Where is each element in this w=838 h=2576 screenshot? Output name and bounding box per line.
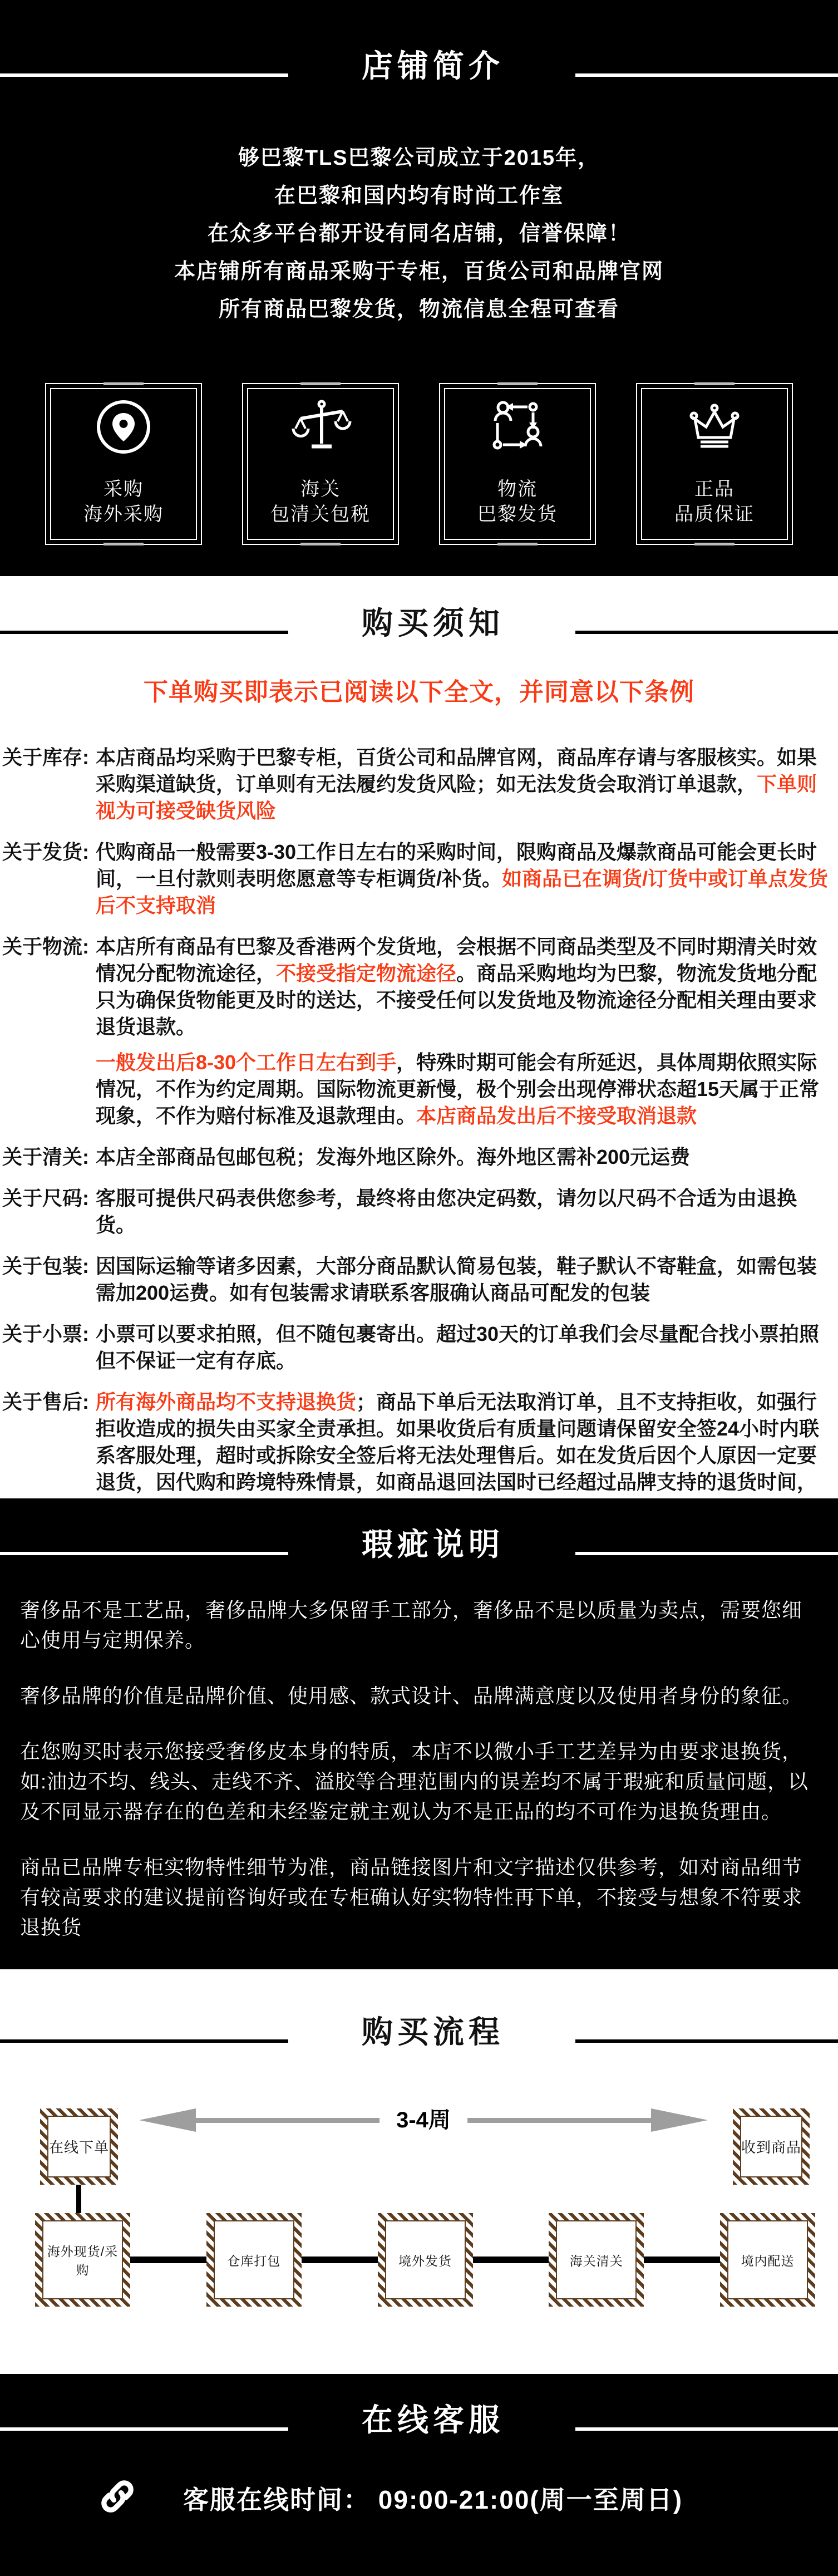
flow-horizontal-connector — [302, 2257, 378, 2263]
location-pin-icon — [95, 397, 152, 457]
notice-term — [2, 839, 834, 919]
term-text-highlight: 一般发出后8-30个工作日左右到手 — [96, 1051, 397, 1074]
title-rule-right — [575, 631, 838, 634]
page-title: 店铺简介 — [362, 48, 504, 83]
feature-badge — [439, 383, 596, 545]
term-body — [96, 1321, 834, 1374]
title-rule-right — [575, 2427, 838, 2431]
intro-line: 在众多平台都开设有同名店铺，信誉保障！ — [207, 222, 630, 245]
feature-badge — [45, 383, 202, 545]
defect-paragraph: 在您购买时表示您接受奢侈皮本身的特质，本店不以微小手工艺差异为由要求退换货，如:油边不均、线头、走线不齐、溢胶等合理范围内的误差均不属于瑕疵和质量问题，以及不同显示器存在的色差和未经鉴定就主观认为不是正品的均不可作为退换货理由。 — [20, 1740, 809, 1823]
section-title: 瑕疵说明 — [362, 1527, 504, 1562]
flow-bottom-row — [0, 2213, 838, 2307]
process-flow-diagram — [0, 2108, 838, 2313]
feature-title: 物流 — [497, 479, 538, 500]
feature-badge-frame — [247, 388, 394, 540]
intro-line: 所有商品巴黎发货，物流信息全程可查看 — [218, 298, 619, 321]
section-title: 购买须知 — [362, 606, 504, 641]
purchase-notice-section — [0, 576, 838, 1498]
term-label: 关于售后: — [2, 1390, 89, 1413]
title-rule-left — [0, 631, 288, 634]
intro-line: 在巴黎和国内均有时尚工作室 — [274, 184, 564, 208]
notice-terms-list — [0, 744, 838, 1549]
balance-scale-icon — [292, 397, 349, 457]
flow-step-label: 收到商品 — [740, 2116, 802, 2177]
feature-title: 海关 — [300, 479, 341, 500]
term-body — [96, 933, 834, 1129]
notice-term — [2, 1253, 834, 1306]
duration-label: 3-4周 — [379, 2106, 467, 2135]
crown-icon — [686, 397, 743, 457]
service-title-row — [0, 2394, 838, 2442]
term-label: 关于库存: — [2, 746, 89, 769]
term-text: ；商品下单后无法取消订单，且不支持拒收，如强行拒收造成的损失由买家全责承担。如果收货后有质量问题请保留安全签24小时内联系客服处理，超时或拆除安全签后将无法处理售后。如在发货后因个人原因一定要退货，因代购和跨境特殊情景，如商品退回法国时已经超过品牌支持的退货时间， — [96, 1390, 820, 1493]
term-paragraph — [96, 1253, 834, 1306]
title-rule-right — [575, 2039, 838, 2043]
flow-step-label: 仓库打包 — [214, 2220, 294, 2299]
flow-step-4 — [549, 2213, 644, 2307]
notice-term — [2, 1321, 834, 1374]
intro-line: 本店铺所有商品采购于专柜，百货公司和品牌官网 — [174, 260, 664, 283]
term-paragraph — [96, 1144, 834, 1171]
flow-horizontal-connector — [644, 2257, 720, 2263]
chain-link-icon — [91, 2470, 144, 2526]
flow-step-1 — [35, 2213, 130, 2307]
purchase-process-section — [0, 1969, 838, 2374]
flow-step-label: 海外现货/采购 — [42, 2220, 123, 2299]
feature-title: 正品 — [694, 479, 735, 500]
flow-step-2 — [206, 2213, 302, 2307]
intro-line: 够巴黎TLS巴黎公司成立于2015年， — [238, 146, 600, 170]
term-paragraph — [96, 839, 834, 919]
term-text: 本店全部商品包邮包税；发海外地区除外。海外地区需补200元运费 — [96, 1146, 691, 1168]
term-label: 关于清关: — [2, 1146, 89, 1168]
flow-horizontal-connector — [473, 2257, 549, 2263]
flow-horizontal-connector — [130, 2257, 206, 2263]
term-text-highlight: 本店商品发出后不接受取消退款 — [416, 1104, 697, 1127]
defect-paragraph: 奢侈品牌的价值是品牌价值、使用感、款式设计、品牌满意度以及使用者身份的象征。 — [20, 1684, 803, 1707]
title-rule-left — [0, 2427, 288, 2431]
term-body — [96, 744, 834, 824]
feature-subtitle: 品质保证 — [674, 504, 755, 525]
flow-step-5 — [720, 2213, 815, 2307]
process-title-row — [0, 2006, 838, 2054]
store-intro-title-row — [0, 40, 838, 88]
flow-step-label: 境外发货 — [385, 2220, 466, 2299]
flow-step-goods-received — [733, 2108, 810, 2185]
feature-labels — [674, 477, 755, 527]
flow-vertical-connector — [76, 2185, 81, 2213]
notice-term — [2, 744, 834, 824]
term-paragraph — [96, 1321, 834, 1374]
duration-arrow — [139, 2108, 708, 2133]
term-text: 本店所有商品有巴黎及香港两个发货地，会根据不同商品类型及不同时期清关时效情况分配物流途径， — [96, 935, 817, 985]
defect-note-section — [0, 1498, 838, 1969]
notice-term — [2, 1185, 834, 1238]
title-rule-left — [0, 2039, 288, 2043]
feature-badge-frame — [641, 388, 788, 540]
feature-labels — [477, 477, 558, 527]
title-rule-right — [575, 73, 838, 77]
term-text-highlight: 所有海外商品均不支持退换货 — [96, 1390, 357, 1413]
feature-badge — [242, 383, 399, 545]
section-title: 在线客服 — [362, 2402, 504, 2437]
term-text: ，特殊时期可能会有所延迟，具体周期依照实际情况，不作为约定周期。国际物流更新慢，极个别会出现停滞状态超15天属于正常现象，不作为赔付标准及退款理由。 — [96, 1051, 820, 1127]
online-service-section — [0, 2374, 838, 2576]
term-label: 关于尺码: — [2, 1187, 89, 1210]
term-paragraph — [96, 933, 834, 1040]
section-title: 购买流程 — [362, 2014, 504, 2049]
term-text: 小票可以要求拍照，但不随包裹寄出。超过30天的订单我们会尽量配合找小票拍照但不保证一定有存底。 — [96, 1323, 820, 1372]
term-paragraph — [96, 1185, 834, 1238]
term-text: 代购商品一般需要3-30工作日左右的采购时间，限购商品及爆款商品可能会更长时间，一旦付款则表明您愿意等专柜调货/补货。 — [96, 840, 817, 890]
term-label: 关于包装: — [2, 1255, 89, 1277]
term-body — [96, 1253, 834, 1306]
title-rule-left — [0, 1552, 288, 1555]
term-label: 关于发货: — [2, 840, 89, 863]
title-rule-left — [0, 73, 288, 77]
notice-term — [2, 933, 834, 1129]
store-intro-section — [0, 0, 838, 576]
term-body — [96, 1144, 834, 1171]
term-paragraph — [96, 744, 834, 824]
feature-subtitle: 巴黎发货 — [477, 504, 558, 525]
defect-paragraph: 奢侈品不是工艺品，奢侈品牌大多保留手工部分，奢侈品不是以质量为卖点，需要您细心使用与定期保养。 — [20, 1599, 803, 1651]
service-hours-text: 客服在线时间： 09:00-21:00(周一至周日) — [183, 2485, 683, 2514]
term-label: 关于物流: — [2, 935, 89, 958]
feature-badge — [636, 383, 793, 545]
term-text: 本店商品均采购于巴黎专柜，百货公司和品牌官网，商品库存请与客服核实。如果采购渠道缺货，订单则有无法履约发货风险；如无法发货会取消订单退款， — [96, 746, 817, 795]
arrow-right-head-icon — [651, 2108, 708, 2132]
term-body — [96, 839, 834, 919]
term-text: 客服可提供尺码表供您参考，最终将由您决定码数，请勿以尺码不合适为由退换货。 — [96, 1187, 797, 1236]
term-text-highlight: 如商品已在调货/订货中或订单点发货后不支持取消 — [96, 867, 829, 917]
term-label: 关于小票: — [2, 1323, 89, 1345]
term-text: 因国际运输等诸多因素，大部分商品默认简易包装，鞋子默认不寄鞋盒，如需包装需加200运费。如有包装需求请联系客服确认商品可配发的包装 — [96, 1255, 817, 1304]
feature-labels — [83, 477, 164, 527]
term-text-highlight: 下单则视为可接受缺货风险 — [96, 773, 817, 822]
flow-step-order-online — [40, 2108, 118, 2185]
feature-badges-row — [0, 383, 838, 545]
term-text: 。商品采购地均为巴黎，物流发货地分配只为确保货物能更及时的送达，不接受任何以发货地及物流途径分配相关理由要求退货退款。 — [96, 962, 817, 1038]
feature-subtitle: 海外采购 — [83, 504, 164, 525]
flow-step-3 — [378, 2213, 473, 2307]
store-intro-text — [0, 139, 838, 328]
notice-term — [2, 1144, 834, 1171]
term-body — [96, 1185, 834, 1238]
defect-paragraph: 商品已品牌专柜实物特性细节为准，商品链接图片和文字描述仅供参考，如对商品细节有较高要求的建议提前咨询好或在专柜确认好实物特性再下单，不接受与想象不符要求退换货 — [20, 1856, 803, 1939]
purchase-notice-title-row — [0, 597, 838, 645]
term-text-highlight: 不接受指定物流途径 — [276, 962, 457, 985]
flow-step-label: 境内配送 — [727, 2220, 808, 2299]
feature-title: 采购 — [103, 479, 144, 500]
notice-agreement-line: 下单购买即表示已阅读以下全文，并同意以下条例 — [144, 679, 694, 706]
service-hours-row — [0, 2470, 838, 2526]
defect-paragraphs — [0, 1595, 838, 1943]
feature-badge-frame — [50, 388, 197, 540]
term-paragraph — [96, 1049, 834, 1129]
feature-subtitle: 包清关包税 — [270, 504, 371, 525]
feature-labels — [270, 477, 371, 527]
defect-title-row — [0, 1518, 838, 1566]
flow-step-label: 在线下单 — [47, 2116, 111, 2177]
logistics-flow-icon — [489, 397, 546, 457]
title-rule-right — [575, 1552, 838, 1555]
flow-step-label: 海关清关 — [556, 2220, 637, 2299]
feature-badge-frame — [444, 388, 591, 540]
